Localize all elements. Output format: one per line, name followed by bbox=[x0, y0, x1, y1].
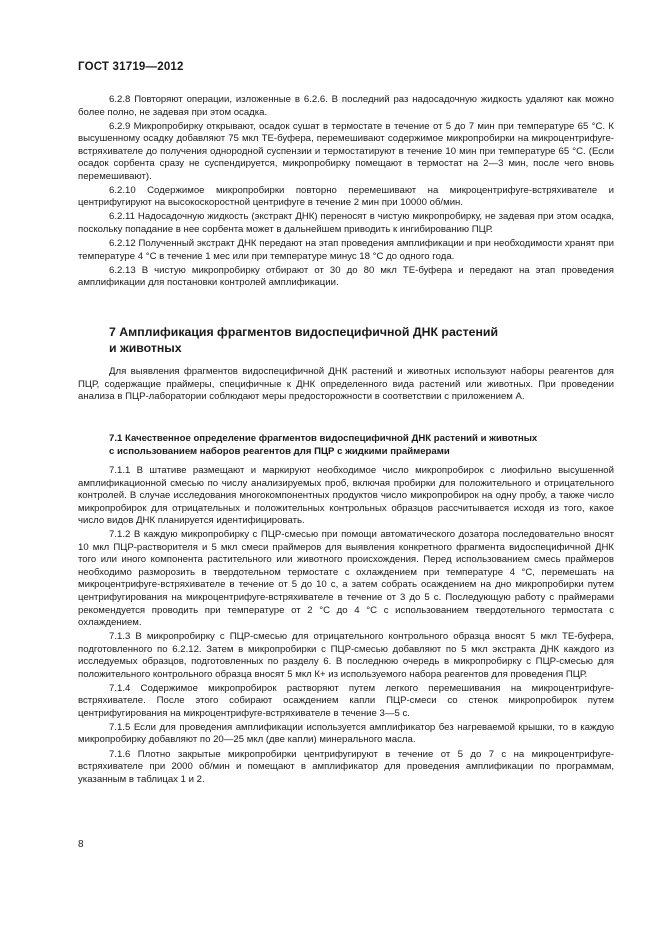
clauses-6-2 bbox=[78, 94, 614, 291]
clause-7-1-5: 7.1.5 Если для проведения амплификации используется амплификатор без нагреваемой крышки, то в каждую микропробирку добавляют по 20—25 мкл (две капли) минерального масла. bbox=[78, 721, 614, 746]
clause-7-1-3: 7.1.3 В микропробирку с ПЦР-смесью для отрицательного контрольного образца вносят 5 мкл ТЕ-буфера, подготовленного по 6.2.12. Затем в микропробирки с ПЦР-смесью добавляют по 5 мкл экстракта ДНК каждого из исследуемых образцов, подготовленных по разделу 6. В последнюю очередь в микропробирку с ПЦР-смесью для положительного контрольного образца вносят 5 мкл К+ из используемого набора реагентов для проведения ПЦР. bbox=[78, 631, 614, 680]
section-7-intro-paragraph: Для выявления фрагментов видоспецифичной ДНК растений и животных используют наборы реагентов для ПЦР, содержащие праймеры, специфичные к ДНК определенного вида растений или животных. При проведении анализа в ПЦР-лаборатории соблюдают меры предосторожности в соответствии с приложением А. bbox=[78, 366, 614, 403]
subsection-7-1-heading-line1: 7.1 Качественное определение фрагментов видоспецифичной ДНК растений и животных bbox=[109, 433, 538, 444]
clauses-7-1 bbox=[78, 465, 614, 788]
section-7-intro bbox=[78, 366, 614, 405]
clause-7-1-1: 7.1.1 В штативе размещают и маркируют необходимое число микропробирок с лиофильно высушенной амплификационной смесью по числу анализируемых проб, включая пробирки для положительного и отрицательного контролей. В случае исследования многокомпонентных продуктов число микропробирок на одну пробу, а также число микропробирок для отрицательных и положительных контрольных образцов рассчитывается исходя из того, какое число видов ДНК планируется идентифицировать. bbox=[78, 465, 614, 527]
clause-6-2-8: 6.2.8 Повторяют операции, изложенные в 6.2.6. В последний раз надосадочную жидкость удаляют как можно более полно, не задевая при этом осадка. bbox=[78, 94, 614, 118]
section-7-heading bbox=[78, 325, 614, 356]
clause-6-2-11: 6.2.11 Надосадочную жидкость (экстракт ДНК) переносят в чистую микропробирку, не задевая при этом осадка, поскольку попадание в нее сорбента может в дальнейшем приводить к ингибированию ПЦР. bbox=[78, 211, 614, 235]
clause-7-1-6: 7.1.6 Плотно закрытые микропробирки центрифугируют в течение от 5 до 7 с на микроцентрифуге-встряхивателе при 2000 об/мин и помещают в амплификатор для проведения амплификации по программам, указанным в таблицах 1 и 2. bbox=[78, 748, 614, 785]
clause-6-2-13: 6.2.13 В чистую микропробирку отбирают от 30 до 80 мкл ТЕ-буфера и передают на этап проведения амплификации для постановки контролей амплификации. bbox=[78, 264, 614, 289]
clause-7-1-4: 7.1.4 Содержимое микропробирок растворяют путем легкого перемешивания на микроцентрифуге-встряхивателе. После этого собирают осаждением капли ПЦР-смеси со стенок микропробирок путем центрифугирования на микроцентрифуге-встряхивателе в течение 3—5 с. bbox=[78, 682, 614, 719]
document-header: ГОСТ 31719—2012 bbox=[78, 61, 184, 73]
clause-6-2-9: 6.2.9 Микропробирку открывают, осадок сушат в термостате в течение от 5 до 7 мин при температуре 65 °С. К высушенному осадку добавляют 75 мкл ТЕ-буфера, перемешивают содержимое микропробирки на микроцентрифуге-встряхивателе до получения однородной суспензии и термостатируют в течение 10 мин при температуре 65 °С. (Если осадок сорбента сразу не суспендируется, микропробирку помещают в термостат на 2—3 мин, после чего вновь перемешивают). bbox=[78, 120, 614, 182]
subsection-7-1-heading bbox=[78, 433, 614, 458]
section-7-heading-line1: 7 Амплификация фрагментов видоспецифичной ДНК растений bbox=[109, 325, 499, 339]
clause-6-2-10: 6.2.10 Содержимое микропробирки повторно перемешивают на микроцентрифуге-встряхивателе и центрифугируют на высокоскоростной центрифуге в течение 2 мин при 10000 об/мин. bbox=[78, 184, 614, 209]
clause-7-1-2: 7.1.2 В каждую микропробирку с ПЦР-смесью при помощи автоматического дозатора последовательно вносят 10 мкл ПЦР-растворителя и 5 мкл смеси праймеров для выявления конкретного фрагмента видоспецифичной ДНК того или иного компонента растительного или животного происхождения. Перед использованием смесь праймеров необходимо разморозить в твердотельном термостате с охлаждением при температуре 4 °С, перемешать на микроцентрифуге-встряхивателе в течение от 5 до 10 с, а затем собрать осаждением на дно микропробирки путем центрифугирования на микроцентрифуге-встряхивателе в течение от 3 до 5 с. Последующую работу с праймерами рекомендуется проводить при температуре от 2 °С до 4 °С с использованием твердотельного термостата с охлаждением. bbox=[78, 529, 614, 629]
subsection-7-1-heading-line2: с использованием наборов реагентов для ПЦР с жидкими праймерами bbox=[109, 445, 450, 457]
clause-6-2-12: 6.2.12 Полученный экстракт ДНК передают на этап проведения амплификации и при необходимости хранят при температуре 4 °С в течение 1 мес или при температуре минус 18 °С до одного года. bbox=[78, 238, 614, 262]
section-7-heading-line2: и животных bbox=[109, 340, 182, 355]
page-number: 8 bbox=[78, 839, 84, 850]
